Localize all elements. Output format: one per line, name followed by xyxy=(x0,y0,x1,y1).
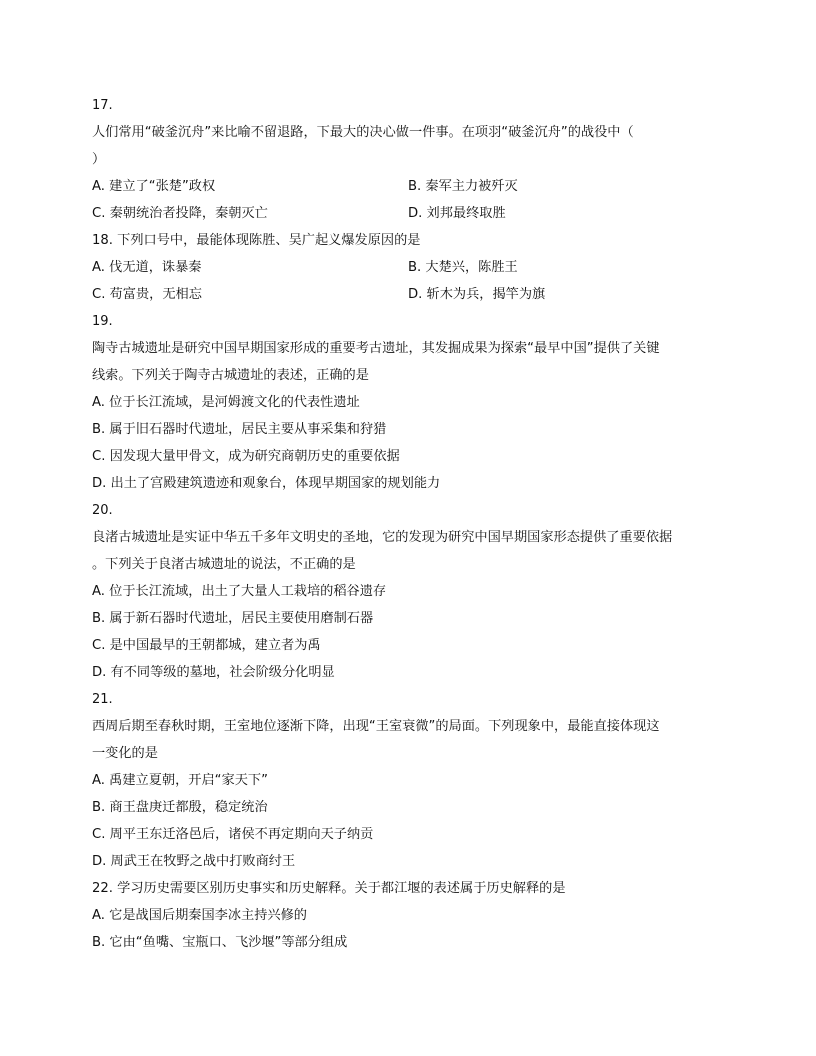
option-d: D. 斩木为兵，揭竿为旗 xyxy=(408,287,546,302)
option-row xyxy=(92,254,724,281)
question-17 xyxy=(92,92,724,227)
question-stem-line: 良渚古城遗址是实证中华五千多年文明史的圣地，它的发现为研究中国早期国家形态提供了重要依据 xyxy=(92,530,673,545)
question-stem-line: 。下列关于良渚古城遗址的说法，不正确的是 xyxy=(92,557,356,572)
option-c: C. 周平王东迁洛邑后，诸侯不再定期向天子纳贡 xyxy=(92,827,374,842)
option-a: A. 位于长江流域，是河姆渡文化的代表性遗址 xyxy=(92,395,360,410)
question-number: 17. xyxy=(92,98,113,113)
question-number: 21. xyxy=(92,692,113,707)
question-18 xyxy=(92,227,724,308)
option-b: B. 商王盘庚迁都殷，稳定统治 xyxy=(92,800,268,815)
option-d: D. 刘邦最终取胜 xyxy=(408,206,506,221)
option-a: A. 伐无道，诛暴秦 xyxy=(92,260,202,275)
option-d: D. 有不同等级的墓地，社会阶级分化明显 xyxy=(92,665,335,680)
option-c: C. 秦朝统治者投降，秦朝灭亡 xyxy=(92,206,268,221)
option-a: A. 它是战国后期秦国李冰主持兴修的 xyxy=(92,908,307,923)
question-20 xyxy=(92,497,724,686)
option-b: B. 大楚兴，陈胜王 xyxy=(408,260,518,275)
option-a: A. 禹建立夏朝，开启“家天下” xyxy=(92,773,268,788)
question-stem-line: 一变化的是 xyxy=(92,746,158,761)
question-stem-line: 人们常用“破釜沉舟”来比喻不留退路，下最大的决心做一件事。在项羽“破釜沉舟”的战役中（ xyxy=(92,125,634,140)
question-number: 20. xyxy=(92,503,113,518)
question-stem-line: ） xyxy=(92,152,106,167)
option-c: C. 因发现大量甲骨文，成为研究商朝历史的重要依据 xyxy=(92,449,400,464)
option-b: B. 属于新石器时代遗址，居民主要使用磨制石器 xyxy=(92,611,374,626)
option-b: B. 它由“鱼嘴、宝瓶口、飞沙堰”等部分组成 xyxy=(92,935,348,950)
option-row xyxy=(92,173,724,200)
option-row xyxy=(92,281,724,308)
option-b: B. 秦军主力被歼灭 xyxy=(408,179,518,194)
option-c: C. 苟富贵，无相忘 xyxy=(92,287,202,302)
question-stem: 18. 下列口号中，最能体现陈胜、吴广起义爆发原因的是 xyxy=(92,233,421,248)
option-row xyxy=(92,200,724,227)
question-stem: 22. 学习历史需要区别历史事实和历史解释。关于都江堰的表述属于历史解释的是 xyxy=(92,881,566,896)
question-22 xyxy=(92,875,724,956)
option-a: A. 位于长江流域，出土了大量人工栽培的稻谷遗存 xyxy=(92,584,387,599)
option-a: A. 建立了“张楚”政权 xyxy=(92,179,216,194)
option-d: D. 周武王在牧野之战中打败商纣王 xyxy=(92,854,296,869)
question-stem-line: 线索。下列关于陶寺古城遗址的表述，正确的是 xyxy=(92,368,369,383)
question-19 xyxy=(92,308,724,497)
question-stem-line: 陶寺古城遗址是研究中国早期国家形成的重要考古遗址，其发掘成果为探索“最早中国”提供了关键 xyxy=(92,341,660,356)
question-number: 19. xyxy=(92,314,113,329)
option-c: C. 是中国最早的王朝都城，建立者为禹 xyxy=(92,638,321,653)
option-d: D. 出土了宫殿建筑遗迹和观象台，体现早期国家的规划能力 xyxy=(92,476,441,491)
option-b: B. 属于旧石器时代遗址，居民主要从事采集和狩猎 xyxy=(92,422,387,437)
question-stem-line: 西周后期至春秋时期，王室地位逐渐下降，出现“王室衰微”的局面。下列现象中，最能直接体现这 xyxy=(92,719,660,734)
question-21 xyxy=(92,686,724,875)
